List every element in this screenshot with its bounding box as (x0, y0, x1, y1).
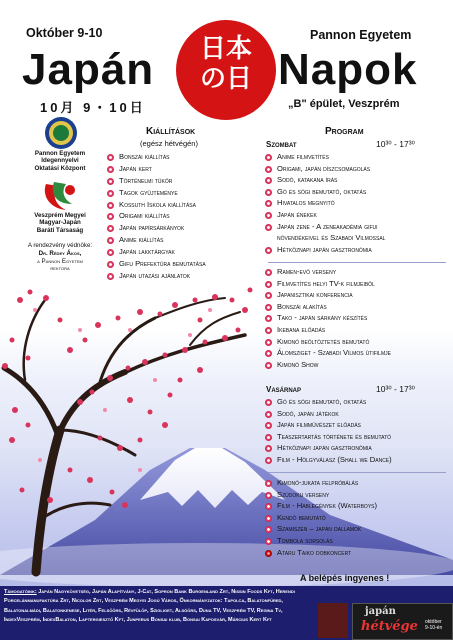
list-item: Japán utazási ajánlatok (106, 270, 206, 282)
blossom-bullet-icon (107, 166, 114, 173)
list-item: Japanisztikai konferencia (264, 289, 391, 301)
japan-weekend-logo (352, 603, 453, 640)
blossom-bullet-icon (265, 362, 272, 369)
blossom-bullet-icon (265, 445, 272, 452)
list-item: Kendó bemutató (264, 512, 377, 524)
list-item: Szamiszen – japán dallamok (264, 523, 377, 535)
list-item: Teaszertartás története és bemutató (264, 431, 392, 443)
list-item: Japán filmművészet előadás (264, 419, 392, 431)
patron-role: a Pannon Egyetem rektora (37, 258, 83, 273)
blossom-bullet-icon (107, 178, 114, 185)
blossom-bullet-icon (265, 503, 272, 510)
exhibitions-list (106, 151, 206, 282)
blossom-bullet-icon (265, 457, 272, 464)
list-item: Sodó, japán játékok (264, 408, 392, 420)
free-entry-note: A belépés ingyenes ! (300, 573, 390, 583)
sunday-program-list-1 (264, 396, 392, 466)
list-item: Origami, japán díszcsomagolás (264, 163, 385, 175)
list-item: Origami kiállítás (106, 210, 206, 222)
dates-japanese: 10月 9・10日 (40, 100, 146, 115)
blossom-bullet-icon (107, 273, 114, 280)
list-item: Tombola sorsolás (264, 535, 377, 547)
blossom-bullet-icon (265, 269, 272, 276)
list-item: Anime kiállítás (106, 234, 206, 246)
blossom-bullet-icon (107, 213, 114, 220)
program-title: Program (325, 126, 364, 137)
blossom-bullet-icon (265, 526, 272, 533)
list-item: Kossuth Iskola kiállítása (106, 199, 206, 211)
blossom-bullet-icon (265, 538, 272, 545)
blossom-bullet-icon (107, 237, 114, 244)
logo-word-japan: japán (365, 606, 396, 617)
venue: „B" épület, Veszprém (288, 98, 400, 110)
list-item: Kimonó-jukata felpróbálás (264, 477, 377, 489)
list-item: Tako - japán sárkány készítés (264, 312, 391, 324)
exhibitions-title: Kiállítások (146, 126, 196, 137)
blossom-bullet-icon (265, 154, 272, 161)
sponsors-list: Japán Nagykövetség, Japán Alapítvány, J-Cat, Sopron Bank Burgenland Zrt, Nissin Foods Kft, Herendi Porcelánmanufaktúra Zrt, Nicolor Zrt, Veszprém Megyei Jogú Város, Önkormányzatok: Tapolca, Balatonfüred, Balatonalmádi, Balatonkenese, Litér, Felsőörs, Révfülöp, Szigliget, Alsóörs, Duna TV, Veszprém TV, Regina Tv, IndexVeszprém, IndexBalaton, Laptergiesztő Kft, Junperus Bonsai klub, Bonsai Kaposvár, Március Kert Kft (4, 589, 295, 623)
list-item: Ikebana előadás (264, 324, 391, 336)
blossom-bullet-icon (265, 327, 272, 334)
list-item: Japán zene - A zeneakadémia gifui (264, 221, 385, 233)
list-item: Kimonó Show (264, 359, 391, 371)
list-item: Japán lakktárgyak (106, 246, 206, 258)
blossom-bullet-icon (265, 492, 272, 499)
list-item: Álomsziget - Szabadi Vilmos útifilmje (264, 347, 391, 359)
title-napok: Napok (278, 45, 418, 94)
blossom-bullet-icon (265, 339, 272, 346)
list-item-continued: növendékeivel és Szabadi Vilmossal (277, 233, 386, 243)
partner-logo-tile (318, 603, 348, 638)
saturday-program-list-1 (264, 151, 385, 255)
saturday-label: Szombat (266, 140, 297, 149)
blossom-bullet-icon (265, 200, 272, 207)
blossom-bullet-icon (107, 154, 114, 161)
drum-bullet-icon (265, 550, 272, 557)
list-item: Japán kert (106, 163, 206, 175)
blossom-bullet-icon (107, 190, 114, 197)
blossom-bullet-icon (265, 434, 272, 441)
saturday-time: 10³⁰ - 17³⁰ (376, 139, 415, 149)
dates-hungarian: Október 9-10 (26, 26, 103, 40)
divider (268, 472, 446, 473)
title-japan: Japán (22, 45, 155, 94)
list-item: Gó és sógi bemutató, oktatás (264, 186, 385, 198)
blossom-bullet-icon (265, 480, 272, 487)
blossom-bullet-icon (265, 422, 272, 429)
sponsors-label: Támogatóink: (4, 589, 37, 595)
sunday-time: 10³⁰ - 17³⁰ (376, 384, 415, 394)
emblem-kanji: 日本 の日 (199, 34, 252, 94)
list-item: Japán énekek (264, 209, 385, 221)
blossom-bullet-icon (265, 292, 272, 299)
blossom-bullet-icon (265, 166, 272, 173)
blossom-bullet-icon (107, 261, 114, 268)
list-item: Sodó, katakana írás (264, 174, 385, 186)
blossom-bullet-icon (265, 189, 272, 196)
list-item: Japán papírsárkányok (106, 222, 206, 234)
blossom-bullet-icon (265, 515, 272, 522)
blossom-bullet-icon (107, 202, 114, 209)
blossom-bullet-icon (265, 177, 272, 184)
patron-label: A rendezvény védnöke: (27, 242, 93, 249)
blossom-bullet-icon (265, 247, 272, 254)
list-item: Film - Hölgyválasz (Shall we Dance) (264, 454, 392, 466)
list-item: Bonszái alakítás (264, 301, 391, 313)
blossom-bullet-icon (107, 249, 114, 256)
list-item: Gifu Prefektúra bemutatása (106, 258, 206, 270)
blossom-bullet-icon (265, 212, 272, 219)
blossom-bullet-icon (265, 281, 272, 288)
list-item: Kimonó beöltöztetés bemutató (264, 336, 391, 348)
logo-word-weekend: hétvége (361, 619, 418, 634)
list-item: Film - Hablegények (Waterboys) (264, 500, 377, 512)
logo-dates: október 9-10-én (425, 619, 443, 631)
saturday-program-list-2 (264, 266, 391, 370)
blossom-bullet-icon (265, 224, 272, 231)
list-item: Ataru Taiko dobkoncert (264, 547, 377, 559)
list-item: Hétköznapi japán gasztronómia (264, 244, 385, 256)
university-seal-icon (44, 116, 78, 150)
list-item: Ramen-evő verseny (264, 266, 391, 278)
university-logo-text: Pannon Egyetem Idegennyelvi Oktatási Központ (34, 150, 86, 172)
list-item: Anime filmvetítés (264, 151, 385, 163)
blossom-bullet-icon (265, 350, 272, 357)
friendship-society-logo-icon (40, 180, 80, 212)
blossom-bullet-icon (265, 399, 272, 406)
organizer-name: Pannon Egyetem (310, 28, 412, 42)
sunday-label: Vasárnap (266, 385, 302, 394)
sponsors-text (4, 588, 306, 625)
list-item: Tagok gyűjteménye (106, 187, 206, 199)
exhibitions-subtitle: (egész hétvégén) (140, 139, 198, 148)
list-item: Filmvetítés helyi TV-k filmjeiből (264, 278, 391, 290)
list-item: Gó és sógi bemutató, oktatás (264, 396, 392, 408)
blossom-bullet-icon (265, 315, 272, 322)
list-item: Bonszái kiállítás (106, 151, 206, 163)
list-item: Szúdoku verseny (264, 489, 377, 501)
divider (268, 262, 446, 263)
blossom-bullet-icon (265, 411, 272, 418)
patron-name: Dr. Rédey Ákos, (38, 250, 82, 257)
society-logo-text: Veszprém Megyei Magyar-Japán Baráti Társaság (34, 212, 86, 234)
blossom-bullet-icon (265, 304, 272, 311)
sunday-program-list-2 (264, 477, 377, 558)
list-item: Hivatalos megnyitó (264, 197, 385, 209)
blossom-bullet-icon (107, 225, 114, 232)
list-item: Történelmi tükör (106, 175, 206, 187)
list-item: Hétköznapi japán gasztronómia (264, 442, 392, 454)
